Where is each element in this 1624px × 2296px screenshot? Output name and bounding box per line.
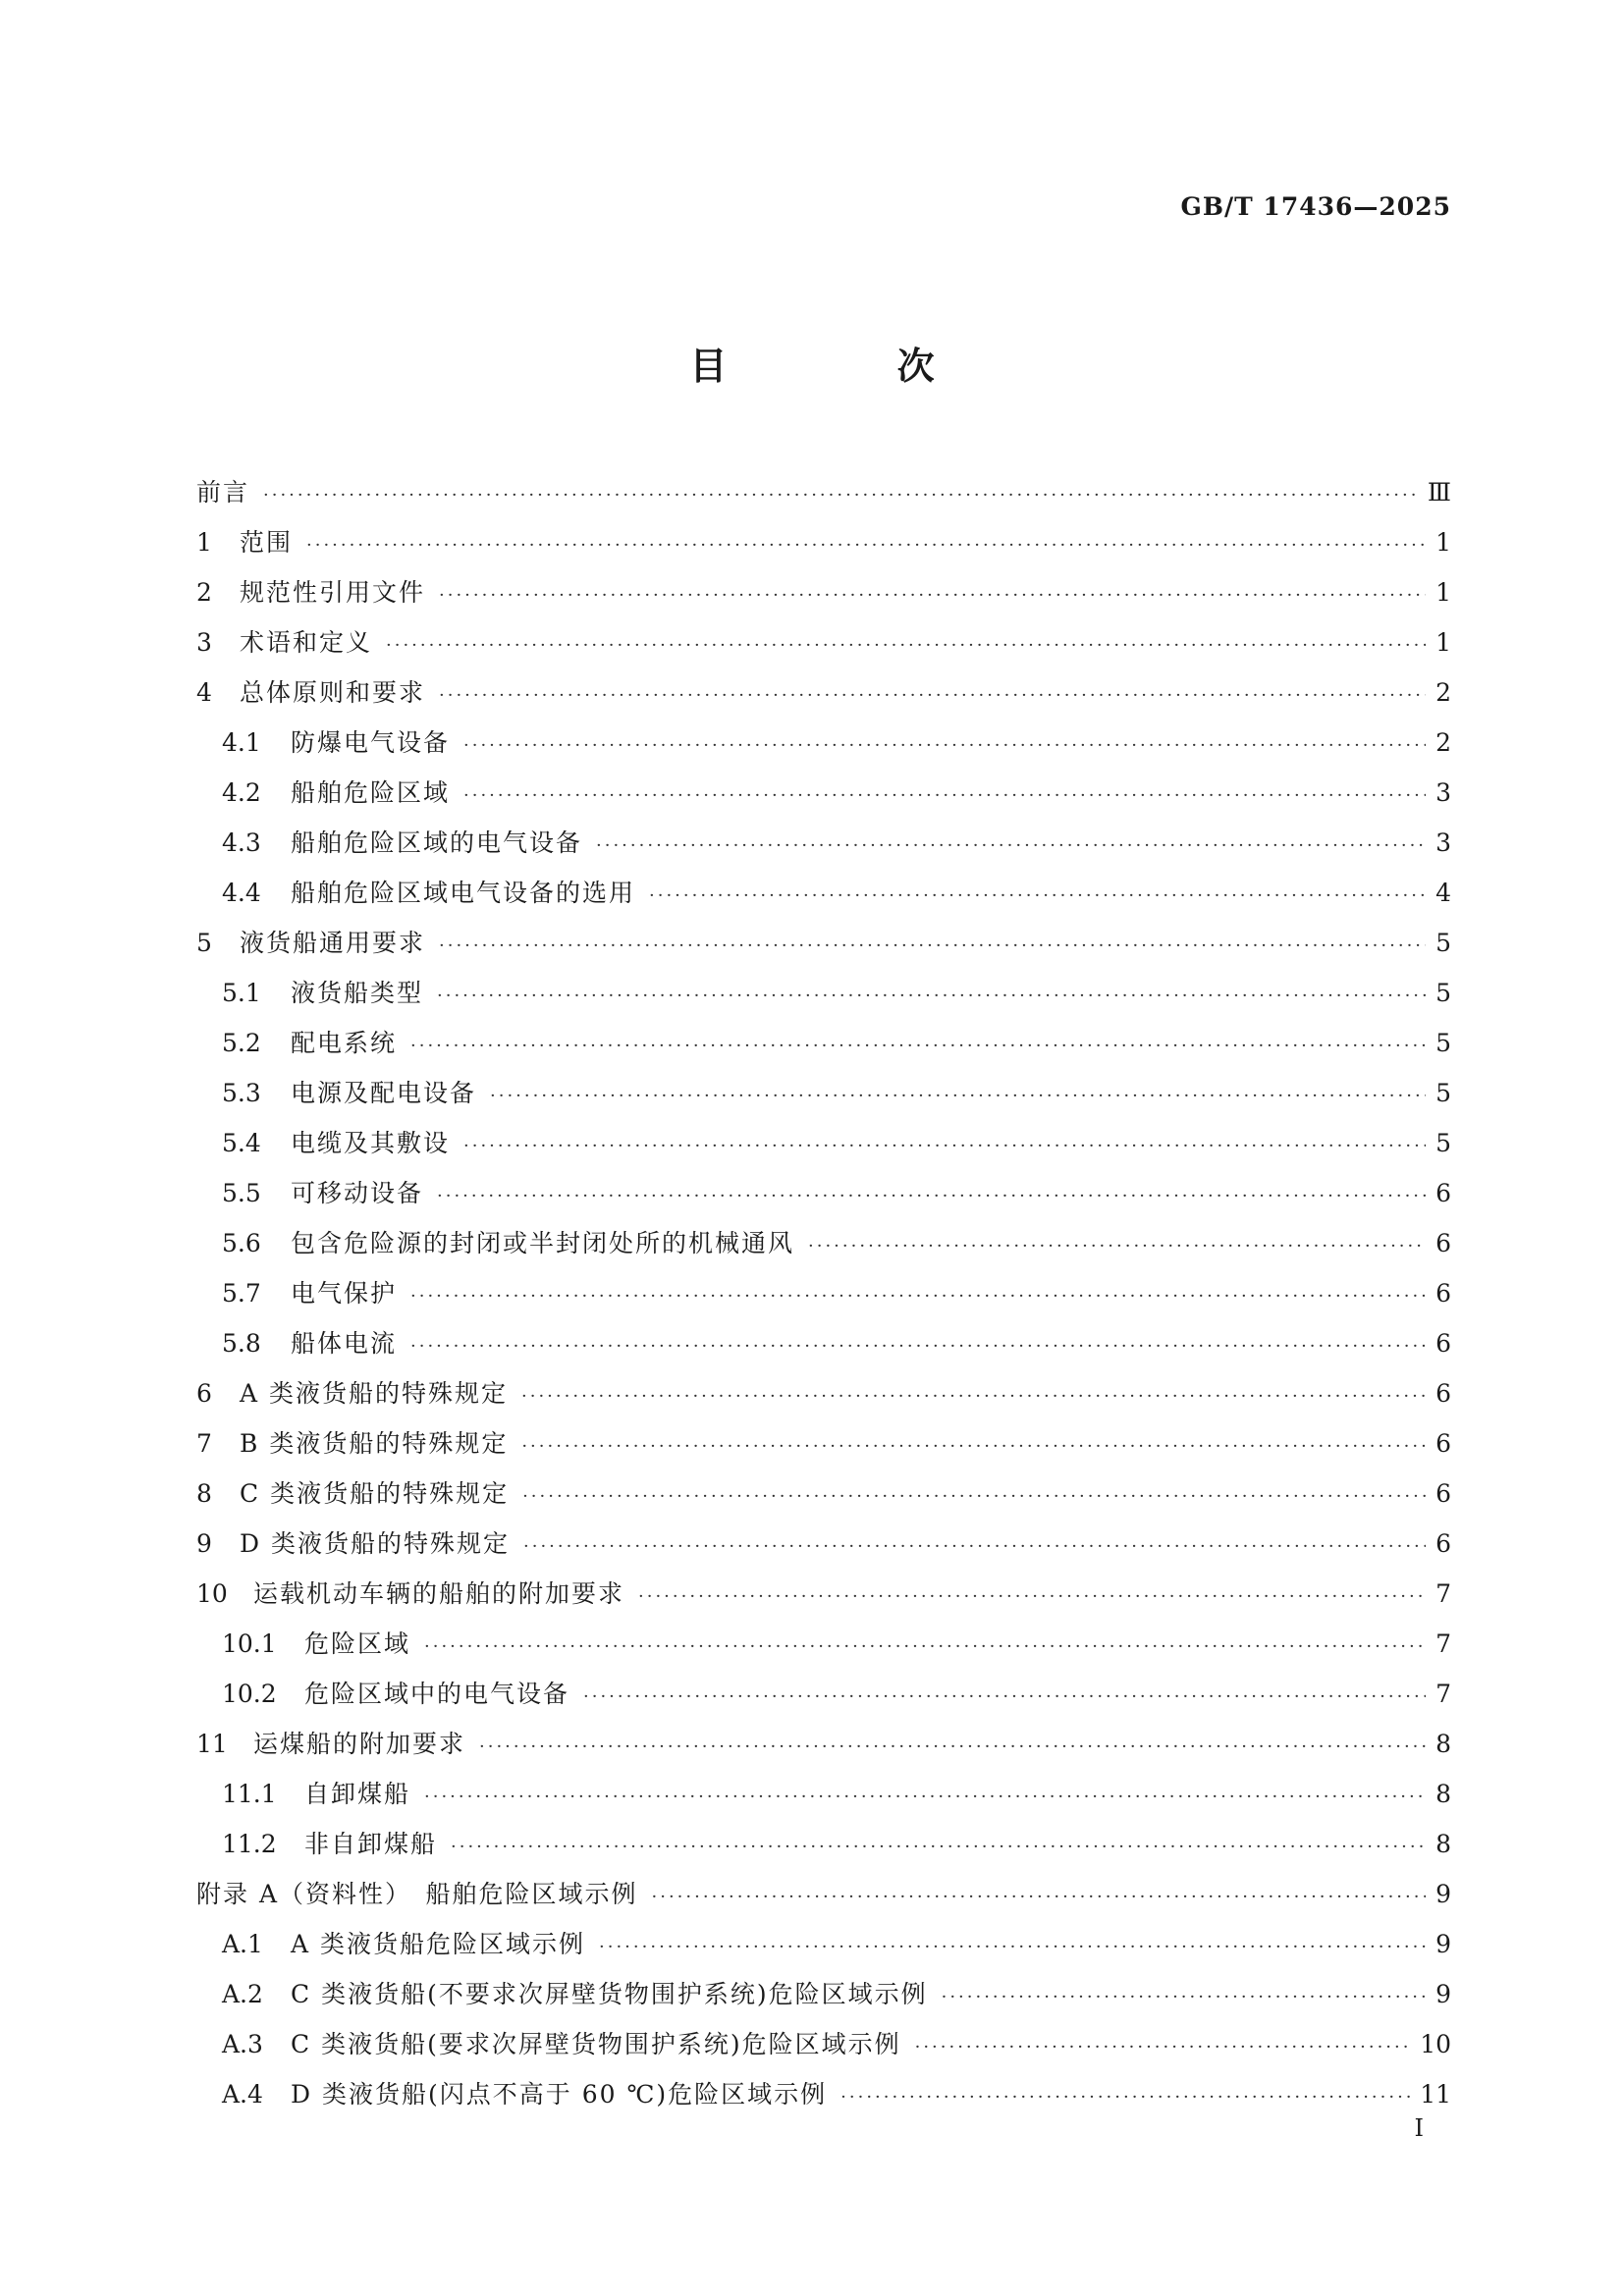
toc-entry[interactable] bbox=[196, 667, 1451, 718]
toc-entry-page: Ⅲ bbox=[1427, 478, 1451, 507]
toc-leader-dots bbox=[523, 1522, 1426, 1572]
toc-entry[interactable] bbox=[196, 1869, 1451, 1919]
toc-leader-dots bbox=[386, 620, 1426, 670]
table-of-contents bbox=[196, 467, 1451, 2119]
toc-entry-page: 6 bbox=[1435, 1479, 1451, 1508]
toc-entry[interactable] bbox=[196, 918, 1451, 968]
toc-entry-page: 5 bbox=[1435, 1079, 1451, 1107]
toc-entry[interactable] bbox=[196, 567, 1451, 617]
toc-entry[interactable] bbox=[196, 1569, 1451, 1619]
toc-entry[interactable] bbox=[196, 2019, 1451, 2069]
toc-entry-number: 10 bbox=[196, 1579, 228, 1608]
toc-entry-page: 7 bbox=[1435, 1579, 1451, 1608]
toc-leader-dots bbox=[522, 1471, 1426, 1522]
toc-entry[interactable] bbox=[196, 1418, 1451, 1468]
toc-entry-number: 5.1 bbox=[222, 979, 261, 1007]
toc-entry-page: 8 bbox=[1435, 1730, 1451, 1758]
toc-entry[interactable] bbox=[196, 1519, 1451, 1569]
toc-entry-page: 9 bbox=[1435, 1930, 1451, 1958]
toc-entry-title: 自卸煤船 bbox=[304, 1780, 411, 1808]
toc-leader-dots bbox=[410, 1321, 1426, 1371]
toc-entry-number: 9 bbox=[196, 1529, 212, 1558]
toc-entry[interactable] bbox=[196, 517, 1451, 567]
toc-entry[interactable] bbox=[196, 818, 1451, 868]
toc-entry[interactable] bbox=[196, 968, 1451, 1018]
toc-entry[interactable] bbox=[196, 1769, 1451, 1819]
toc-entry-number: 4.3 bbox=[222, 828, 261, 857]
toc-entry-title: 可移动设备 bbox=[291, 1179, 424, 1207]
toc-leader-dots bbox=[649, 871, 1426, 921]
toc-leader-dots bbox=[490, 1071, 1426, 1121]
toc-entry[interactable] bbox=[196, 1318, 1451, 1368]
toc-leader-dots bbox=[463, 771, 1426, 821]
toc-leader-dots bbox=[410, 1021, 1426, 1071]
toc-entry-page: 7 bbox=[1435, 1629, 1451, 1658]
toc-entry-title: B 类液货船的特殊规定 bbox=[240, 1429, 509, 1458]
toc-entry-number: 5 bbox=[196, 929, 212, 957]
toc-entry-title: 配电系统 bbox=[291, 1029, 398, 1057]
toc-entry-title: 附录 A（资料性） 船舶危险区域示例 bbox=[196, 1880, 638, 1908]
toc-entry-page: 9 bbox=[1435, 1980, 1451, 2008]
toc-entry-page: 11 bbox=[1420, 2080, 1451, 2109]
toc-entry[interactable] bbox=[196, 1268, 1451, 1318]
toc-entry-title: C 类液货船(要求次屏壁货物围护系统)危险区域示例 bbox=[291, 2030, 901, 2058]
toc-entry-page: 1 bbox=[1435, 628, 1451, 657]
toc-entry-page: 10 bbox=[1420, 2030, 1451, 2058]
toc-entry-title: 船舶危险区域的电气设备 bbox=[291, 828, 583, 857]
toc-entry-title: 防爆电气设备 bbox=[291, 728, 451, 757]
toc-entry[interactable] bbox=[196, 1168, 1451, 1218]
toc-entry[interactable] bbox=[196, 2069, 1451, 2119]
toc-entry-page: 6 bbox=[1435, 1229, 1451, 1257]
toc-entry-title: 术语和定义 bbox=[240, 628, 373, 657]
toc-entry-page: 2 bbox=[1435, 728, 1451, 757]
toc-leader-dots bbox=[942, 1972, 1426, 2022]
toc-entry-page: 2 bbox=[1435, 678, 1451, 707]
toc-entry[interactable] bbox=[196, 1819, 1451, 1869]
toc-entry-number: 11 bbox=[196, 1730, 228, 1758]
toc-entry-page: 8 bbox=[1435, 1780, 1451, 1808]
toc-entry-title: 电气保护 bbox=[291, 1279, 398, 1308]
toc-entry-title: 危险区域中的电气设备 bbox=[304, 1680, 570, 1708]
toc-entry-page: 6 bbox=[1435, 1279, 1451, 1308]
toc-entry-title: D 类液货船的特殊规定 bbox=[240, 1529, 510, 1558]
toc-entry[interactable] bbox=[196, 1118, 1451, 1168]
toc-leader-dots bbox=[915, 2022, 1413, 2072]
toc-leader-dots bbox=[424, 1772, 1426, 1822]
toc-entry-page: 6 bbox=[1435, 1329, 1451, 1358]
toc-leader-dots bbox=[583, 1672, 1426, 1722]
toc-entry-title: 规范性引用文件 bbox=[240, 578, 426, 607]
toc-entry-number: 5.5 bbox=[222, 1179, 261, 1207]
toc-leader-dots bbox=[424, 1622, 1426, 1672]
toc-entry-page: 9 bbox=[1435, 1880, 1451, 1908]
toc-entry[interactable] bbox=[196, 1468, 1451, 1519]
toc-leader-dots bbox=[451, 1822, 1426, 1872]
toc-entry-number: 11.1 bbox=[222, 1780, 277, 1808]
toc-entry-number: 11.2 bbox=[222, 1830, 277, 1858]
toc-entry-number: 1 bbox=[196, 528, 212, 557]
toc-entry-title: 运载机动车辆的船舶的附加要求 bbox=[253, 1579, 625, 1608]
toc-entry-number: 5.3 bbox=[222, 1079, 261, 1107]
toc-leader-dots bbox=[599, 1922, 1426, 1972]
toc-entry-title: 船舶危险区域电气设备的选用 bbox=[291, 879, 636, 907]
toc-entry-number: 5.4 bbox=[222, 1129, 261, 1157]
standard-code: GB/T 17436—2025 bbox=[1180, 192, 1451, 221]
toc-entry[interactable] bbox=[196, 1969, 1451, 2019]
toc-entry-page: 5 bbox=[1435, 1029, 1451, 1057]
toc-entry-page: 6 bbox=[1435, 1179, 1451, 1207]
toc-entry-number: 5.2 bbox=[222, 1029, 261, 1057]
toc-entry-number: 6 bbox=[196, 1379, 212, 1408]
toc-entry-number: 7 bbox=[196, 1429, 212, 1458]
toc-entry[interactable] bbox=[196, 1218, 1451, 1268]
toc-entry-page: 3 bbox=[1435, 828, 1451, 857]
toc-leader-dots bbox=[439, 570, 1426, 620]
toc-leader-dots bbox=[596, 821, 1426, 871]
toc-leader-dots bbox=[263, 470, 1420, 520]
page-number: Ⅰ bbox=[1414, 2114, 1424, 2142]
toc-entry-number: 4.1 bbox=[222, 728, 261, 757]
toc-leader-dots bbox=[410, 1271, 1426, 1321]
toc-leader-dots bbox=[479, 1722, 1426, 1772]
toc-entry-page: 4 bbox=[1435, 879, 1451, 907]
toc-leader-dots bbox=[437, 1171, 1426, 1221]
toc-entry-number: A.3 bbox=[222, 2030, 263, 2058]
toc-entry-title: 船体电流 bbox=[291, 1329, 398, 1358]
toc-entry-number: 5.7 bbox=[222, 1279, 261, 1308]
toc-entry-page: 6 bbox=[1435, 1529, 1451, 1558]
toc-entry-page: 8 bbox=[1435, 1830, 1451, 1858]
toc-entry[interactable] bbox=[196, 1919, 1451, 1969]
toc-entry[interactable] bbox=[196, 768, 1451, 818]
toc-entry[interactable] bbox=[196, 718, 1451, 768]
toc-entry-title: 前言 bbox=[196, 478, 250, 507]
toc-entry-title: A 类液货船危险区域示例 bbox=[291, 1930, 586, 1958]
toc-entry-number: 10.1 bbox=[222, 1629, 277, 1658]
toc-entry-title: 船舶危险区域 bbox=[291, 778, 451, 807]
toc-entry-page: 6 bbox=[1435, 1379, 1451, 1408]
toc-entry[interactable] bbox=[196, 1018, 1451, 1068]
page-title: 目 次 bbox=[689, 345, 1013, 388]
toc-entry-number: A.1 bbox=[222, 1930, 263, 1958]
toc-entry-title: 总体原则和要求 bbox=[240, 678, 426, 707]
toc-entry-title: 电缆及其敷设 bbox=[291, 1129, 451, 1157]
toc-leader-dots bbox=[437, 971, 1426, 1021]
toc-entry[interactable] bbox=[196, 617, 1451, 667]
toc-entry-number: 8 bbox=[196, 1479, 212, 1508]
toc-entry-number: 4.2 bbox=[222, 778, 261, 807]
toc-entry-page: 7 bbox=[1435, 1680, 1451, 1708]
toc-entry-title: 非自卸煤船 bbox=[304, 1830, 438, 1858]
toc-entry-page: 5 bbox=[1435, 929, 1451, 957]
toc-leader-dots bbox=[808, 1221, 1426, 1271]
toc-leader-dots bbox=[652, 1872, 1426, 1922]
toc-leader-dots bbox=[463, 1121, 1426, 1171]
toc-leader-dots bbox=[463, 721, 1426, 771]
toc-entry-page: 1 bbox=[1435, 528, 1451, 557]
toc-entry[interactable] bbox=[196, 1368, 1451, 1418]
toc-entry-number: 5.8 bbox=[222, 1329, 261, 1358]
toc-entry-title: C 类液货船的特殊规定 bbox=[240, 1479, 510, 1508]
toc-entry-page: 6 bbox=[1435, 1429, 1451, 1458]
toc-entry[interactable] bbox=[196, 1669, 1451, 1719]
toc-entry-title: 危险区域 bbox=[304, 1629, 411, 1658]
toc-entry-title: 范围 bbox=[240, 528, 294, 557]
toc-entry-title: 运煤船的附加要求 bbox=[253, 1730, 466, 1758]
toc-entry-title: A 类液货船的特殊规定 bbox=[240, 1379, 509, 1408]
toc-entry[interactable] bbox=[196, 868, 1451, 918]
toc-entry-number: 4.4 bbox=[222, 879, 261, 907]
toc-leader-dots bbox=[521, 1421, 1426, 1471]
toc-entry-page: 5 bbox=[1435, 979, 1451, 1007]
toc-entry-title: 液货船通用要求 bbox=[240, 929, 426, 957]
toc-entry-page: 1 bbox=[1435, 578, 1451, 607]
toc-entry-number: 10.2 bbox=[222, 1680, 277, 1708]
toc-entry-number: 2 bbox=[196, 578, 212, 607]
toc-entry-title: C 类液货船(不要求次屏壁货物围护系统)危险区域示例 bbox=[291, 1980, 928, 2008]
toc-entry-page: 5 bbox=[1435, 1129, 1451, 1157]
toc-entry[interactable] bbox=[196, 1068, 1451, 1118]
toc-entry-title: 液货船类型 bbox=[291, 979, 424, 1007]
toc-leader-dots bbox=[638, 1572, 1426, 1622]
toc-entry-title: 电源及配电设备 bbox=[291, 1079, 477, 1107]
toc-entry-number: A.4 bbox=[222, 2080, 263, 2109]
toc-entry-title: D 类液货船(闪点不高于 60 ℃)危险区域示例 bbox=[291, 2080, 828, 2109]
toc-entry-number: 4 bbox=[196, 678, 212, 707]
toc-entry-number: A.2 bbox=[222, 1980, 263, 2008]
toc-entry-page: 3 bbox=[1435, 778, 1451, 807]
toc-entry-title: 包含危险源的封闭或半封闭处所的机械通风 bbox=[291, 1229, 795, 1257]
toc-entry-number: 5.6 bbox=[222, 1229, 261, 1257]
toc-leader-dots bbox=[840, 2072, 1412, 2122]
toc-leader-dots bbox=[306, 520, 1426, 570]
toc-leader-dots bbox=[439, 921, 1426, 971]
toc-entry[interactable] bbox=[196, 1719, 1451, 1769]
toc-leader-dots bbox=[439, 670, 1426, 721]
toc-leader-dots bbox=[521, 1371, 1426, 1421]
toc-entry[interactable] bbox=[196, 1619, 1451, 1669]
toc-entry-number: 3 bbox=[196, 628, 212, 657]
toc-entry[interactable] bbox=[196, 467, 1451, 517]
